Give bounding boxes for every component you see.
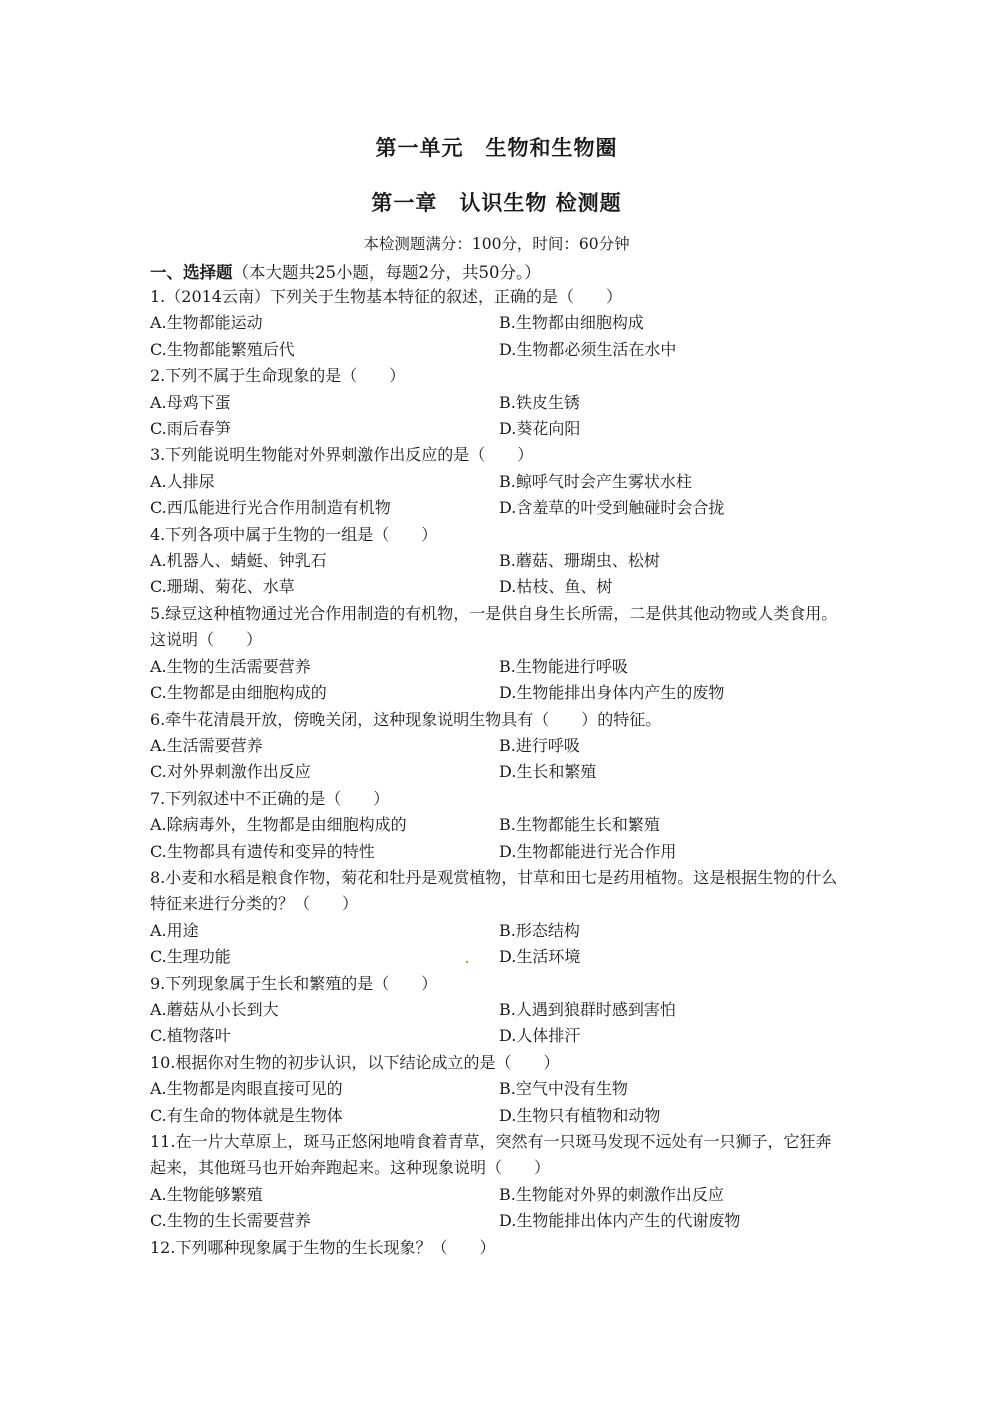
option-row (150, 469, 850, 495)
option-d: D.生物能排出身体内产生的废物 (499, 683, 725, 703)
option-row (150, 337, 850, 363)
option-d: D.生物都能进行光合作用 (499, 841, 677, 861)
unit-title: 第一单元 生物和生物圈 (375, 135, 618, 160)
question-stem: 4.下列各项中属于生物的一组是（ ） (150, 524, 438, 544)
option-b: B.空气中没有生物 (499, 1079, 628, 1099)
option-b: B.人遇到狼群时感到害怕 (499, 999, 676, 1019)
question-stem: 8.小麦和水稻是粮食作物，菊花和牡丹是观赏植物，甘草和田七是药用植物。这是根据生物的什么特征来进行分类的？（ ） (150, 867, 838, 914)
question-8 (150, 865, 850, 971)
option-row (150, 390, 850, 416)
option-row (150, 680, 850, 706)
question-7 (150, 786, 850, 865)
option-row (150, 839, 850, 865)
question-stem: 7.下列叙述中不正确的是（ ） (150, 788, 390, 808)
option-c: C.有生命的物体就是生物体 (150, 1105, 343, 1125)
option-b: B.鲸呼气时会产生雾状水柱 (499, 471, 692, 491)
option-a: A.蘑菇从小长到大 (150, 999, 279, 1019)
question-list (150, 284, 850, 1261)
option-row (150, 310, 850, 336)
question-stem: 5.绿豆这种植物通过光合作用制造的有机物，一是供自身生长所需，二是供其他动物或人类食用。这说明（ ） (150, 603, 838, 650)
section-note: （本大题共25小题，每题2分，共50分。） (232, 263, 541, 282)
option-b: B.铁皮生锈 (499, 392, 580, 412)
question-9 (150, 971, 850, 1050)
option-b: B.蘑菇、珊瑚虫、松树 (499, 551, 660, 571)
option-a: A.生物能够繁殖 (150, 1184, 263, 1204)
stray-dot (466, 961, 468, 963)
question-stem: 9.下列现象属于生长和繁殖的是（ ） (150, 973, 438, 993)
option-row (150, 918, 850, 944)
option-c: C.生物都具有遗传和变异的特性 (150, 841, 375, 861)
option-row (150, 944, 850, 970)
option-d: D.含羞草的叶受到触碰时会合拢 (499, 498, 725, 518)
option-row (150, 733, 850, 759)
option-b: B.生物都由细胞构成 (499, 313, 644, 333)
question-1 (150, 284, 850, 363)
option-a: A.母鸡下蛋 (150, 392, 231, 412)
option-a: A.生物的生活需要营养 (150, 656, 311, 676)
option-row (150, 1023, 850, 1049)
option-row (150, 495, 850, 521)
question-stem: 10.根据你对生物的初步认识，以下结论成立的是（ ） (150, 1052, 560, 1072)
section-title: 一、选择题 (150, 263, 233, 282)
question-3 (150, 442, 850, 521)
question-10 (150, 1050, 850, 1129)
question-12 (150, 1235, 850, 1261)
question-stem: 12.下列哪种现象属于生物的生长现象？（ ） (150, 1237, 496, 1257)
option-b: B.生物能进行呼吸 (499, 656, 628, 676)
option-d: D.生物能排出体内产生的代谢废物 (499, 1211, 741, 1231)
option-c: C.珊瑚、菊花、水草 (150, 577, 295, 597)
option-a: A.用途 (150, 920, 199, 940)
option-row (150, 548, 850, 574)
option-a: A.除病毒外，生物都是由细胞构成的 (150, 815, 407, 835)
option-row (150, 1103, 850, 1129)
option-row (150, 654, 850, 680)
option-b: B.生物都能生长和繁殖 (499, 815, 660, 835)
option-d: D.生长和繁殖 (499, 762, 597, 782)
option-row (150, 1076, 850, 1102)
question-4 (150, 522, 850, 601)
question-stem: 6.牵牛花清晨开放，傍晚关闭，这种现象说明生物具有（ ）的特征。 (150, 709, 662, 729)
question-5 (150, 601, 850, 707)
option-a: A.人排尿 (150, 471, 215, 491)
option-row (150, 574, 850, 600)
question-stem: 3.下列能说明生物能对外界刺激作出反应的是（ ） (150, 445, 534, 465)
question-6 (150, 707, 850, 786)
option-a: A.生物都能运动 (150, 313, 263, 333)
option-a: A.生物都是肉眼直接可见的 (150, 1079, 343, 1099)
option-row (150, 416, 850, 442)
option-row (150, 1182, 850, 1208)
option-row (150, 759, 850, 785)
option-b: B.进行呼吸 (499, 735, 580, 755)
option-c: C.对外界刺激作出反应 (150, 762, 311, 782)
option-c: C.生物都能繁殖后代 (150, 339, 295, 359)
option-row (150, 1208, 850, 1234)
option-c: C.生物的生长需要营养 (150, 1211, 311, 1231)
option-a: A.生活需要营养 (150, 735, 263, 755)
option-c: C.雨后春笋 (150, 419, 231, 439)
option-c: C.生物都是由细胞构成的 (150, 683, 327, 703)
option-d: D.人体排汗 (499, 1026, 581, 1046)
option-d: D.生活环境 (499, 947, 581, 967)
option-row (150, 997, 850, 1023)
option-c: C.西瓜能进行光合作用制造有机物 (150, 498, 391, 518)
question-2 (150, 363, 850, 442)
chapter-title: 第一章 认识生物 检测题 (371, 190, 622, 215)
option-b: B.生物能对外界的刺激作出反应 (499, 1184, 724, 1204)
option-b: B.形态结构 (499, 920, 580, 940)
option-d: D.葵花向阳 (499, 419, 581, 439)
question-stem: 2.下列不属于生命现象的是（ ） (150, 366, 406, 386)
option-c: C.植物落叶 (150, 1026, 231, 1046)
question-11 (150, 1129, 850, 1235)
option-d: D.生物只有植物和动物 (499, 1105, 661, 1125)
question-stem: 11.在一片大草原上，斑马正悠闲地啃食着青草，突然有一只斑马发现不远处有一只狮子，它狂奔起来，其他斑马也开始奔跑起来。这种现象说明（ ） (150, 1132, 832, 1178)
option-d: D.生物都必须生活在水中 (499, 339, 677, 359)
option-c: C.生理功能 (150, 947, 231, 967)
section-heading (150, 259, 541, 283)
exam-meta: 本检测题满分：100分，时间：60分钟 (363, 235, 630, 253)
question-stem: 1.（2014云南）下列关于生物基本特征的叙述，正确的是（ ） (150, 287, 622, 306)
option-d: D.枯枝、鱼、树 (499, 577, 613, 597)
option-row (150, 812, 850, 838)
option-a: A.机器人、蜻蜓、钟乳石 (150, 551, 327, 571)
